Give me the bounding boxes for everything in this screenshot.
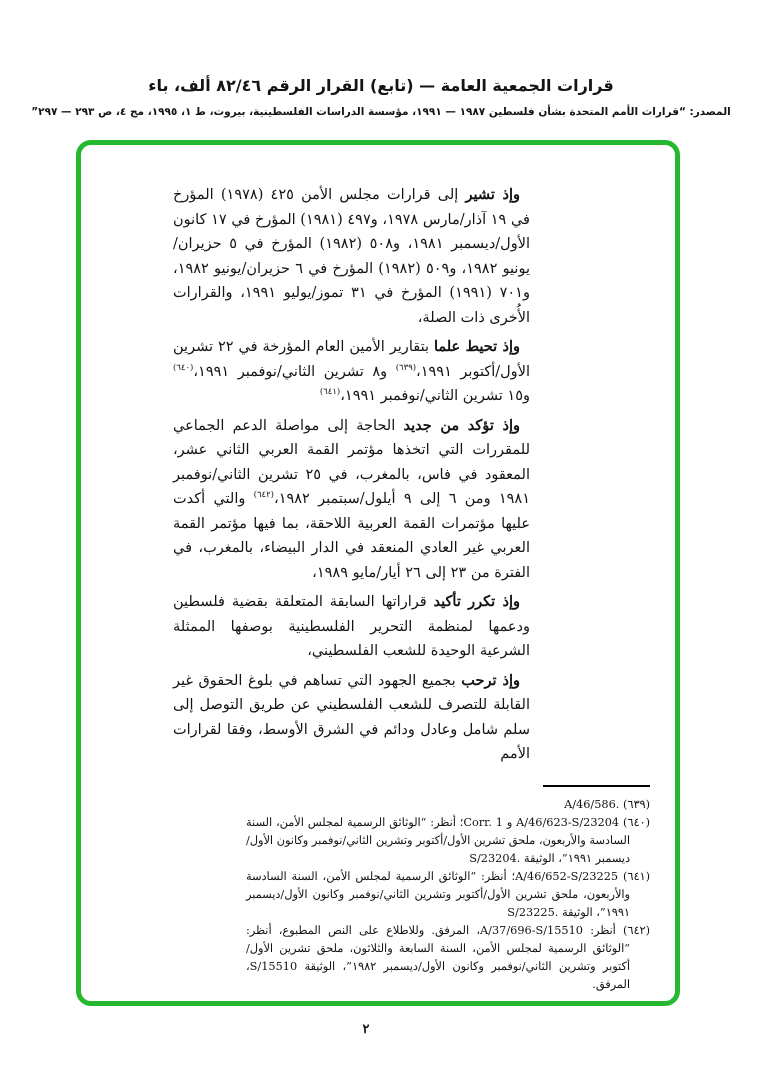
text-run: و xyxy=(502,816,517,829)
text-run: قراراتها السابقة المتعلقة بقضية فلسطين ودعمها لمنظمة التحرير الفلسطينية بوصفها الممثلة الشرعية الوحيدة للشعب الفلسطيني، xyxy=(173,594,530,659)
text-run: (٦٤١) xyxy=(618,870,651,883)
document-symbol: A/37/696-S/15510 xyxy=(479,924,583,937)
page-number: ٢ xyxy=(362,1022,370,1037)
page-title: قرارات الجمعية العامة — (تابع) القرار الرقم ٨٢/٤٦ ألف، باء xyxy=(148,76,614,95)
footnote-ref: (٦٣٩) xyxy=(395,362,417,373)
paragraph-lead: وإذ ترحب xyxy=(461,671,520,689)
text-run: ، المرفق. xyxy=(246,960,630,991)
text-run: الحاجة إلى مواصلة الدعم الجماعي للمقررات التي اتخذها مؤتمر القمة العربي الثاني عشر، المعقود في فاس، بالمغرب، في ٢٥ تشرين الثاني/نوفمبر ١٩٨١ ومن ٦ إلى ٩ أيلول/سبتمبر ١٩٨٢، xyxy=(173,417,530,507)
text-run: و١٥ تشرين الثاني/نوفمبر ١٩٩١، xyxy=(340,388,530,404)
footnote-ref: (٦٤٢) xyxy=(253,490,274,501)
footnote-ref: (٦٤٠) xyxy=(173,362,194,373)
paragraph-lead: وإذ تشير xyxy=(465,186,520,203)
footnotes-list xyxy=(246,796,650,994)
source-citation: المصدر: “قرارات الأمم المتحدة بشأن فلسطين ١٩٨٧ — ١٩٩١، مؤسسة الدراسات الفلسطينية، بيروت، ط ١، ١٩٩٥، مج ٤، ص ٢٩٣ — ٢٩٧” xyxy=(31,106,731,118)
body-paragraph xyxy=(173,183,530,330)
document-symbol: S/23225. xyxy=(507,906,559,919)
body-text xyxy=(173,183,530,772)
body-paragraph xyxy=(173,414,530,586)
text-run: (٦٣٩) xyxy=(619,798,650,811)
document-symbol: A/46/623-S/23204 xyxy=(516,816,620,829)
footnote-ref: (٦٤١) xyxy=(319,387,341,398)
text-run: بتقارير الأمين العام المؤرخة في ٢٢ تشرين الأول/أكتوبر ١٩٩١، xyxy=(173,339,530,380)
footnote-item xyxy=(246,796,650,814)
footnote-separator xyxy=(543,785,650,787)
text-run: والتي أكدت عليها مؤتمرات القمة العربية اللاحقة، بما فيها مؤتمر القمة العربي غير العادي المنعقد في الدار البيضاء، بالمغرب، في الفترة من ٢٣ إلى ٢٦ أيار/مايو ١٩٨٩، xyxy=(173,491,530,581)
paragraph-lead: وإذ تؤكد من جديد xyxy=(403,416,520,434)
footnote-item xyxy=(246,868,650,922)
document-symbol: Corr. 1 xyxy=(463,816,503,829)
text-run: ؛ أنظر: “الوثائق الرسمية لمجلس الأمن، السنة السادسة والأربعون، ملحق تشرين الأول/أكتوبر وتشرين الثاني/نوفمبر وكانون الأول/ديسمبر ١٩٩١”، الوثيقة xyxy=(246,816,630,865)
footnote-item xyxy=(246,922,650,994)
text-run: و٨ تشرين الثاني/نوفمبر ١٩٩١، xyxy=(193,363,396,380)
footnotes-section xyxy=(246,785,650,994)
document-symbol: S/15510 xyxy=(249,960,298,973)
text-run: إلى قرارات مجلس الأمن ٤٢٥ (١٩٧٨) المؤرخ في ١٩ آذار/مارس ١٩٧٨، و٤٩٧ (١٩٨١) المؤرخ في ١٧ كانون الأول/ديسمبر ١٩٨١، و٥٠٨ (١٩٨٢) المؤرخ في ٥ حزيران/يونيو ١٩٨٢، و٥٠٩ (١٩٨٢) المؤرخ في ٦ حزيران/يونيو ١٩٨٢، و٧٠١ (١٩٩١) المؤرخ في ٣١ تموز/يوليو ١٩٩١، والقرارات الأُخرى ذات الصلة، xyxy=(173,187,531,326)
text-run: ، المرفق. وللاطلاع على النص المطبوع، أنظر: “الوثائق الرسمية لمجلس الأمن، السنة السابعة والثلاثون، ملحق تشرين الأول/أكتوبر وتشرين الثاني/نوفمبر وكانون الأول/ديسمبر ١٩٨٢”، الوثيقة xyxy=(246,924,630,973)
document-symbol: A/46/586. xyxy=(564,798,620,811)
document-symbol: A/46/652-S/23225 xyxy=(515,870,619,883)
text-run: بجميع الجهود التي تساهم في بلوغ الحقوق غير القابلة للتصرف للشعب الفلسطيني عن طريق التوصل إلى سلم شامل وعادل ودائم في الشرق الأوسط، وفقا لقرارات الأمم xyxy=(173,672,530,762)
text-run: (٦٤٢) أنظر: xyxy=(583,924,650,937)
text-run: ؛ أنظر: “الوثائق الرسمية لمجلس الأمن، السنة السادسة والأربعون، ملحق تشرين الأول/أكتوبر وتشرين الثاني/نوفمبر وكانون الأول/ديسمبر ١٩٩١”، الوثيقة xyxy=(246,870,630,919)
body-paragraph xyxy=(173,335,530,409)
body-paragraph xyxy=(173,590,530,664)
body-paragraph xyxy=(173,669,530,767)
text-run: (٦٤٠) xyxy=(619,816,651,829)
content-border-box xyxy=(76,140,680,1006)
document-symbol: S/23204. xyxy=(469,852,521,865)
paragraph-lead: وإذ تكرر تأكيد xyxy=(433,593,520,610)
footnote-item xyxy=(246,814,650,868)
paragraph-lead: وإذ تحيط علما xyxy=(433,338,521,355)
